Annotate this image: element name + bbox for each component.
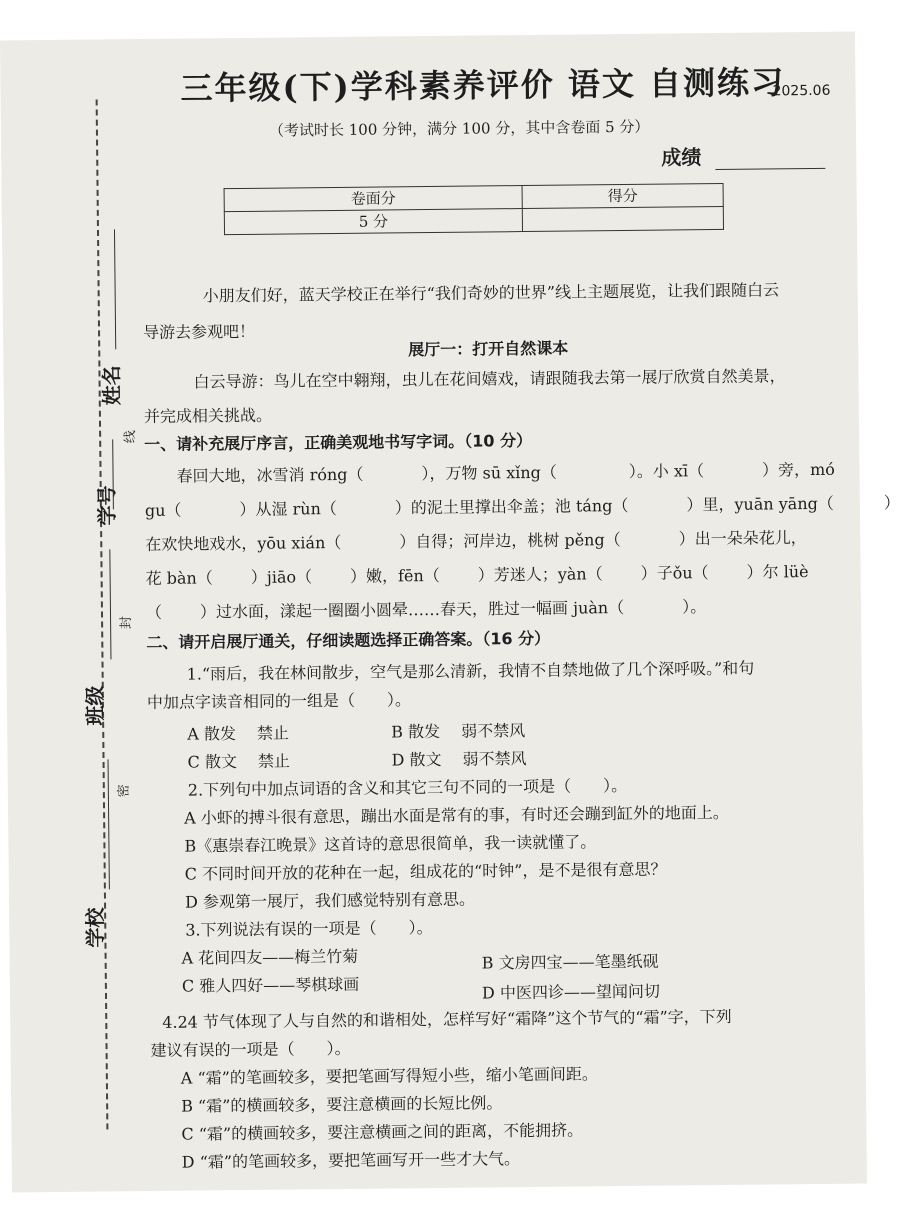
exam-title: 三年级(下)学科素养评价 语文 自测练习 — [180, 63, 786, 108]
answer-blank[interactable] — [834, 508, 884, 509]
name-label: 姓名 — [99, 365, 124, 406]
answer-blank[interactable] — [621, 544, 679, 545]
score-table-header-neatness: 卷面分 — [224, 186, 522, 212]
answer-blank[interactable] — [704, 476, 762, 477]
student-id-blank — [112, 439, 114, 509]
q2-item1-option-d[interactable]: D 散文 弱不禁风 — [391, 749, 527, 770]
q1-text: ）子ǒu（ — [640, 563, 709, 583]
hall1-title: 展厅一：打开自然课本 — [408, 338, 569, 360]
q2-item2-option-c[interactable]: C 不同时间开放的花种在一起，组成花的“时钟”，是不是很有意思？ — [184, 859, 667, 884]
q1-line-3 — [145, 530, 807, 553]
q1-text: ）芳迷人；yàn（ — [477, 564, 603, 585]
q1-text: ）过水面，漾起一圈圈小圆晕……春天，胜过一幅画 juàn（ — [199, 598, 625, 622]
q2-item1-line-2: 中加点字读音相同的一组是（ ）。 — [146, 690, 412, 713]
q1-heading: 一、请补充展厅序言，正确美观地书写字词。（10 分） — [144, 430, 533, 455]
q2-item1-option-a[interactable]: A 散发 禁止 — [187, 723, 290, 744]
q2-item1-option-c[interactable]: C 散文 禁止 — [187, 751, 291, 772]
q1-text: ）从湿 rùn（ — [239, 499, 337, 520]
q1-line-4 — [146, 564, 809, 587]
q2-item4-line-1: 4.24 节气体现了人与自然的和谐相处，怎样写好“霜降”这个节气的“霜”字，下列 — [162, 1006, 732, 1032]
line-mark: 线 — [123, 430, 139, 444]
score-table-header-score: 得分 — [522, 183, 723, 208]
name-blank — [114, 229, 116, 349]
answer-blank[interactable] — [624, 612, 682, 613]
exam-content — [140, 62, 900, 1172]
q1-text: ）自得；河岸边，桃树 pěng（ — [399, 530, 621, 552]
q2-item3-stem: 3.下列说法有误的一项是（ ）。 — [185, 918, 433, 940]
q2-item4-option-b[interactable]: B “霜”的横画较多，要注意横画的长短比例。 — [181, 1093, 503, 1116]
q2-heading: 二、请开启展厅通关，仔细读题选择正确答案。（16 分） — [146, 628, 551, 653]
score-label: 成绩 — [661, 145, 702, 170]
exam-subtitle: （考试时长 100 分钟，满分 100 分，其中含卷面 5 分） — [268, 117, 650, 140]
school-label: 学校 — [83, 907, 108, 948]
q2-item1-line-1: 1.“雨后，我在林间散步，空气是那么清新，我情不自禁地做了几个深呼吸。”和句 — [186, 658, 755, 684]
q2-item3-option-d[interactable]: D 中医四诊——望闻问切 — [481, 981, 661, 1003]
class-blank — [109, 549, 111, 659]
q2-item2-stem: 2.下列句中加点词语的含义和其它三句不同的一项是（ ）。 — [187, 775, 628, 800]
q1-line-1 — [176, 459, 835, 486]
exam-paper — [0, 32, 900, 1193]
q1-text: 春回大地，冰雪消 róng（ — [176, 464, 364, 486]
q1-text: ）的泥土里撑出伞盖；池 táng（ — [394, 495, 629, 518]
q1-text: ）旁，mó — [761, 459, 835, 480]
answer-blank[interactable] — [341, 547, 399, 548]
q1-text: （ — [145, 602, 163, 623]
hall1-guide-line-2: 并完成相关挑战。 — [143, 405, 273, 427]
q1-text: 在欢快地戏水，yōu xián（ — [145, 532, 342, 555]
q2-item3-option-a[interactable]: A 花间四友——梅兰竹菊 — [181, 946, 359, 968]
q1-text: ）尔 lüè — [746, 562, 809, 582]
q1-text: 花 bàn（ — [145, 568, 213, 589]
exam-date: 2025.06 — [772, 82, 831, 100]
q1-text: ）嫩，fēn（ — [349, 565, 440, 586]
binding-dashed-line — [96, 99, 109, 1129]
q1-text: ）。小 xī（ — [628, 461, 705, 481]
score-table-score-value — [522, 206, 723, 231]
q2-item3-option-b[interactable]: B 文房四宝——笔墨纸砚 — [481, 951, 659, 973]
school-blank — [108, 759, 110, 889]
q1-text: ），万物 sū xǐng（ — [421, 462, 557, 484]
seal-mark: 封 — [119, 616, 135, 630]
q2-item4-line-2: 建议有误的一项是（ ）。 — [150, 1038, 351, 1060]
q1-line-2 — [145, 495, 900, 519]
answer-blank[interactable] — [557, 477, 629, 478]
hall1-guide-line-1: 白云导游：鸟儿在空中翱翔，虫儿在花间嬉戏，请跟随我去第一展厅欣赏自然美景， — [193, 366, 786, 392]
score-table-neatness-value: 5 分 — [224, 209, 522, 235]
q1-text: ）出一朵朵花儿， — [678, 528, 807, 549]
q1-text: gu（ — [144, 500, 182, 521]
answer-blank[interactable] — [182, 515, 240, 516]
q2-item1-option-b[interactable]: B 散发 弱不禁风 — [391, 721, 526, 742]
score-table — [224, 183, 724, 235]
q2-item4-option-c[interactable]: C “霜”的横画较多，要注意横画之间的距离，不能拥挤。 — [181, 1120, 584, 1144]
answer-blank[interactable] — [337, 513, 395, 514]
intro-line-2: 导游去参观吧！ — [142, 321, 256, 343]
q1-text: ）jiāo（ — [250, 567, 313, 587]
q1-text: ）里，yuān yāng（ — [686, 493, 834, 515]
q2-item2-option-d[interactable]: D 参观第一展厅，我们感觉特别有意思。 — [184, 889, 476, 912]
secret-mark: 密 — [116, 784, 132, 798]
q2-item3-option-c[interactable]: C 雅人四好——琴棋球画 — [181, 974, 360, 996]
intro-line-1: 小朋友们好，蓝天学校正在举行“我们奇妙的世界”线上主题展览，让我们跟随白云 — [202, 280, 780, 306]
student-id-label: 学号 — [94, 485, 120, 526]
q2-item4-option-a[interactable]: A “霜”的笔画较多，要把笔画写得短小些，缩小笔画间距。 — [180, 1064, 598, 1088]
q2-item2-option-b[interactable]: B《惠崇春江晚景》这首诗的意思很简单，我一读就懂了。 — [184, 832, 597, 856]
q1-line-5 — [146, 599, 706, 621]
q1-text: ） — [883, 493, 900, 513]
class-label: 班级 — [82, 685, 108, 726]
answer-blank[interactable] — [364, 479, 422, 480]
q2-item4-option-d[interactable]: D “霜”的笔画较多，要把笔画写开一些才大气。 — [181, 1149, 521, 1172]
score-blank — [715, 168, 825, 170]
q1-text: ）。 — [682, 597, 707, 617]
q2-item2-option-a[interactable]: A 小虾的搏斗很有意思，蹦出水面是常有的事，有时还会蹦到缸外的地面上。 — [184, 802, 729, 828]
answer-blank[interactable] — [628, 510, 686, 511]
